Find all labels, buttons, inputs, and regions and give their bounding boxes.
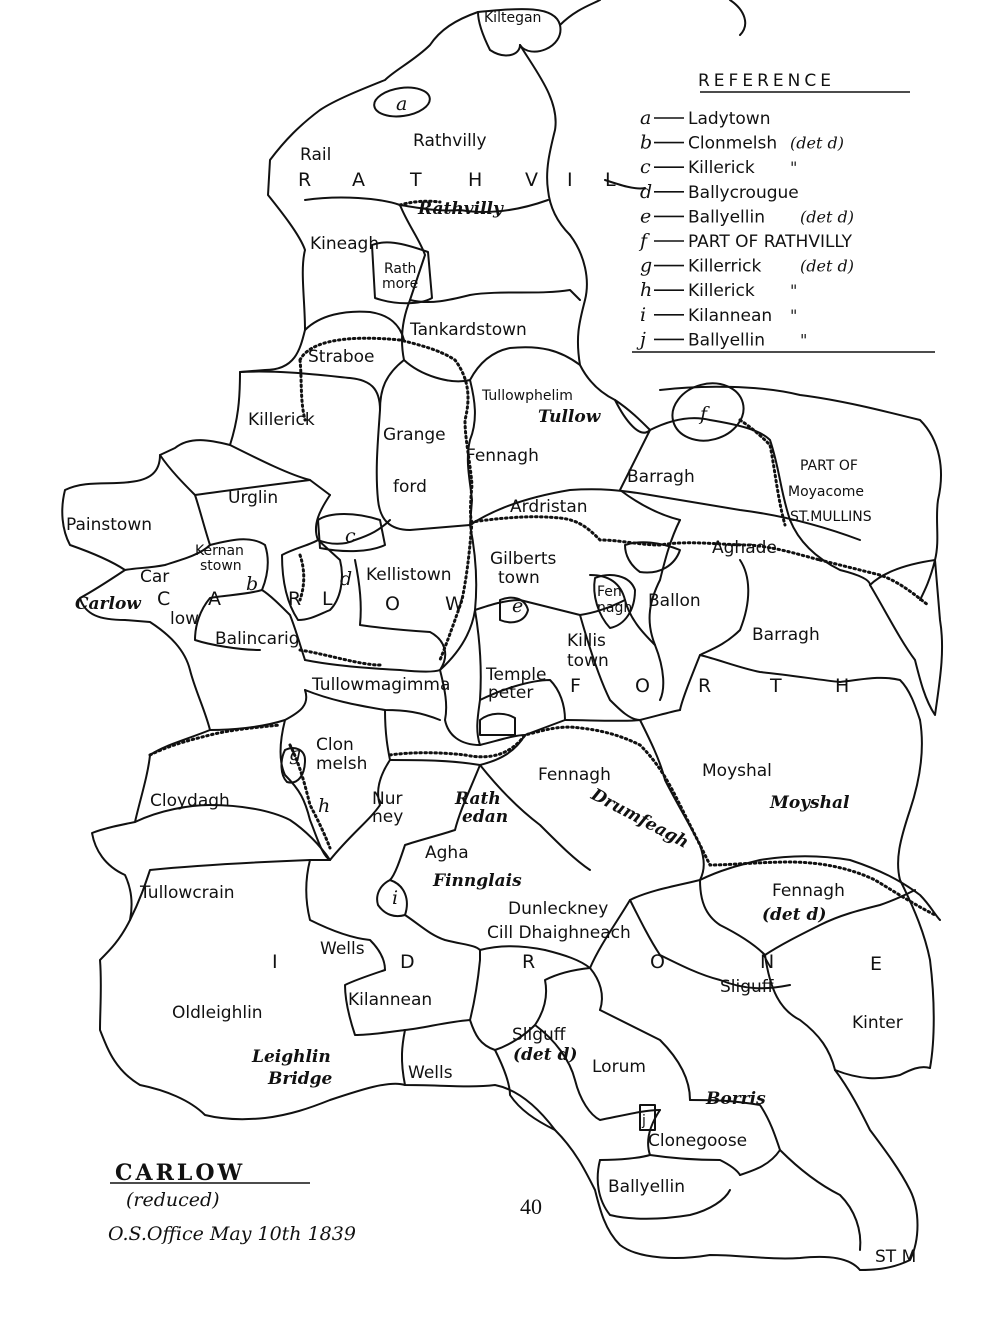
barony-rathvilly [298, 169, 618, 191]
reference-key: e [640, 205, 652, 228]
parish-st-mullins-part: ST.MULLINS [790, 509, 872, 525]
barony-letter: R [298, 169, 314, 191]
reference-note: " [790, 281, 798, 301]
parish-fennagh-small: Fen [597, 584, 622, 600]
parish-rail: Rail [300, 145, 332, 165]
parcel-b: b [246, 573, 259, 595]
barony-letter: N [760, 951, 777, 973]
parcel-i: i [392, 887, 399, 909]
barony-letter: V [525, 169, 540, 191]
barony-letter: E [870, 953, 885, 975]
reference-name: Killerrick [688, 256, 762, 277]
reference-note: " [790, 305, 798, 325]
reference-row [640, 181, 799, 203]
page-number: 40 [520, 1194, 542, 1219]
parish-fennagh-detached: (det d) [762, 905, 827, 925]
reference-heading: REFERENCE [698, 71, 835, 91]
parish-carlow: Car [140, 567, 170, 587]
parish-st-mullins-part: PART OF [800, 458, 858, 474]
reference-key: d [640, 180, 653, 203]
parish-barragh-north: Barragh [627, 467, 695, 487]
town-carlow: Carlow [75, 594, 141, 614]
parish-wells-north: Wells [320, 939, 365, 959]
parish-straboe: Straboe [308, 347, 375, 367]
barony-letter: O [385, 593, 402, 615]
parish-tullowmagimma: Tullowmagimma [312, 675, 451, 695]
reference-name: Ballycrougue [688, 182, 799, 203]
town-rathvilly: Rathvilly [418, 199, 503, 219]
parish-dunleckney-irish: Cill Dhaighneach [487, 923, 631, 943]
barony-letter: R [522, 951, 538, 973]
reference-name: Ballyellin [688, 330, 765, 351]
parish-kiltennel: Kinter [852, 1013, 903, 1033]
parcel-h: h [318, 795, 331, 817]
parish-fennagh-central: Fennagh [538, 765, 611, 785]
place-finnglais: Finnglais [433, 871, 522, 891]
parish-gilbertstown: town [498, 568, 540, 588]
parish-aghade: Aghade [712, 538, 777, 558]
parish-tankardstown: Tankardstown [410, 320, 527, 340]
reference-key: g [640, 254, 653, 277]
place-drumfeagh: Drumfeagh [587, 784, 692, 853]
parish-fennagh-north: Fennagh [466, 446, 539, 466]
reference-row [640, 205, 854, 227]
reference-row [640, 255, 854, 277]
parish-sliguff-detached: (det d) [513, 1045, 578, 1065]
parish-sliguff-detached: Sliguff [512, 1025, 566, 1045]
parish-grangeford: ford [393, 477, 427, 497]
parish-oldleighlin: Oldleighlin [172, 1003, 263, 1023]
barony-letter: R [288, 588, 304, 610]
parcel-a: a [396, 93, 408, 115]
barony-carlow [157, 588, 466, 615]
town-leighlin-bridge: Leighlin [252, 1047, 331, 1067]
barony-letter: T [770, 675, 784, 697]
reference-row [640, 156, 797, 178]
barony-letter: C [157, 588, 173, 610]
parish-rathvilly: Rathvilly [413, 131, 487, 151]
barony-letter: H [835, 675, 852, 697]
parish-killistown: Killis [567, 631, 606, 651]
reference-name: Killerick [688, 281, 755, 302]
parish-wells-south: Wells [408, 1063, 453, 1083]
parish-moyshal: Moyshal [702, 761, 772, 781]
parcel-e: e [512, 595, 524, 617]
reference-name: Killerick [688, 158, 755, 179]
parcel-c: c [345, 525, 356, 547]
parcel-d: d [340, 568, 353, 590]
barony-letter: L [322, 588, 335, 610]
reference-row [638, 230, 853, 252]
reference-name: PART OF RATHVILLY [688, 232, 853, 252]
reference-row [640, 107, 771, 129]
parish-rathmore: Rath [384, 261, 417, 277]
parcel-j: j [642, 1113, 646, 1129]
town-moyshal: Moyshal [770, 793, 850, 813]
town-tullow: Tullow [538, 407, 601, 427]
parish-tullowphelim: Tullowphelim [482, 388, 573, 404]
reference-note: " [800, 330, 808, 350]
parish-killerick: Killerick [248, 410, 315, 430]
reference-row [640, 132, 844, 154]
town-borris: Borris [706, 1089, 766, 1109]
parish-ballyellin: Ballyellin [608, 1177, 685, 1197]
parish-balincarig: Balincarig [215, 629, 300, 649]
reference-key: h [640, 279, 653, 302]
reference-note: (det d) [800, 207, 854, 227]
parish-rathmore: more [382, 276, 419, 292]
reference-items [636, 107, 854, 350]
reference-key: b [640, 131, 653, 154]
parish-templepeter: Temple [486, 665, 547, 685]
parish-barragh-south: Barragh [752, 625, 820, 645]
parish-kineagh: Kineagh [310, 234, 380, 254]
parish-ardristan: Ardristan [510, 497, 588, 517]
parish-painstown: Painstown [66, 515, 153, 535]
caption-sub: (reduced) [126, 1189, 220, 1211]
barony-letter: I [567, 169, 575, 191]
parish-kilannean: Kilannean [348, 990, 433, 1010]
map-caption [108, 1160, 542, 1245]
reference-name: Ladytown [688, 109, 771, 129]
reference-key: a [640, 107, 652, 129]
barony-letter: A [208, 588, 223, 610]
reference-note: (det d) [790, 133, 844, 153]
parish-grangeford: Grange [383, 425, 446, 445]
barony-letter: D [400, 951, 417, 973]
parish-urglin: Urglin [228, 488, 279, 508]
parcel-g: g [289, 743, 302, 765]
barony-letter: A [352, 169, 367, 191]
parish-lorum: Lorum [592, 1057, 646, 1077]
reference-row [640, 304, 797, 326]
reference-name: Ballyellin [688, 207, 765, 228]
reference-row [640, 279, 797, 301]
parish-tullowcrain: Tullowcrain [140, 883, 235, 903]
reference-row [636, 328, 807, 350]
parish-nurney: ney [372, 807, 404, 827]
parish-clonmelsh: melsh [316, 754, 368, 774]
parish-nurney: Nur [372, 789, 403, 809]
barony-letter: F [570, 675, 583, 697]
barony-letter: T [410, 169, 424, 191]
parish-fennagh-detached: Fennagh [772, 881, 845, 901]
reference-note: (det d) [800, 256, 854, 276]
reference-note: " [790, 158, 798, 178]
caption-title: CARLOW [115, 1160, 246, 1186]
parish-st-mullins: ST M [875, 1247, 917, 1267]
reference-legend [698, 71, 835, 91]
parish-cloydagh: Cloydagh [150, 791, 230, 811]
parish-gilbertstown: Gilberts [490, 549, 557, 569]
barony-letter: W [445, 593, 466, 615]
parish-kernanstown: Kernan [195, 543, 244, 559]
parish-st-mullins-part: Moyacome [788, 484, 865, 500]
parcel-f: f [700, 403, 708, 425]
barony-letter: I [272, 951, 280, 973]
parish-clonmelsh: Clon [316, 735, 354, 755]
parish-killistown: town [567, 651, 609, 671]
parish-kellistown: Kellistown [366, 565, 452, 585]
parish-rathedan: edan [462, 807, 509, 827]
parish-sliguff-east: Sliguff [720, 977, 774, 997]
parish-templepeter: peter [488, 683, 534, 703]
parish-dunleckney: Dunleckney [508, 899, 609, 919]
barony-letter: O [650, 951, 667, 973]
reference-key: j [640, 328, 646, 351]
reference-key: c [640, 156, 651, 179]
barony-letter: O [635, 675, 652, 697]
barony-letter: H [468, 169, 485, 191]
parish-agha: Agha [425, 843, 469, 863]
reference-name: Kilannean [688, 305, 773, 326]
parish-kiltegan: Kiltegan [484, 10, 542, 26]
town-leighlin-bridge: Bridge [268, 1069, 333, 1089]
barony-letter: R [698, 675, 714, 697]
reference-key: f [640, 230, 648, 252]
reference-key: i [640, 303, 647, 326]
parish-carlow: low [170, 609, 200, 629]
reference-name: Clonmelsh [688, 133, 778, 154]
caption-office: O.S.Office May 10th 1839 [108, 1223, 356, 1245]
parish-clonegoose: Clonegoose [648, 1131, 748, 1151]
parish-fennagh-small: nagh [597, 600, 633, 616]
parish-rathedan: Rath [455, 789, 501, 809]
parish-kernanstown: stown [200, 558, 242, 574]
barony-letter: L [605, 169, 618, 191]
parish-ballon: Ballon [648, 591, 701, 611]
